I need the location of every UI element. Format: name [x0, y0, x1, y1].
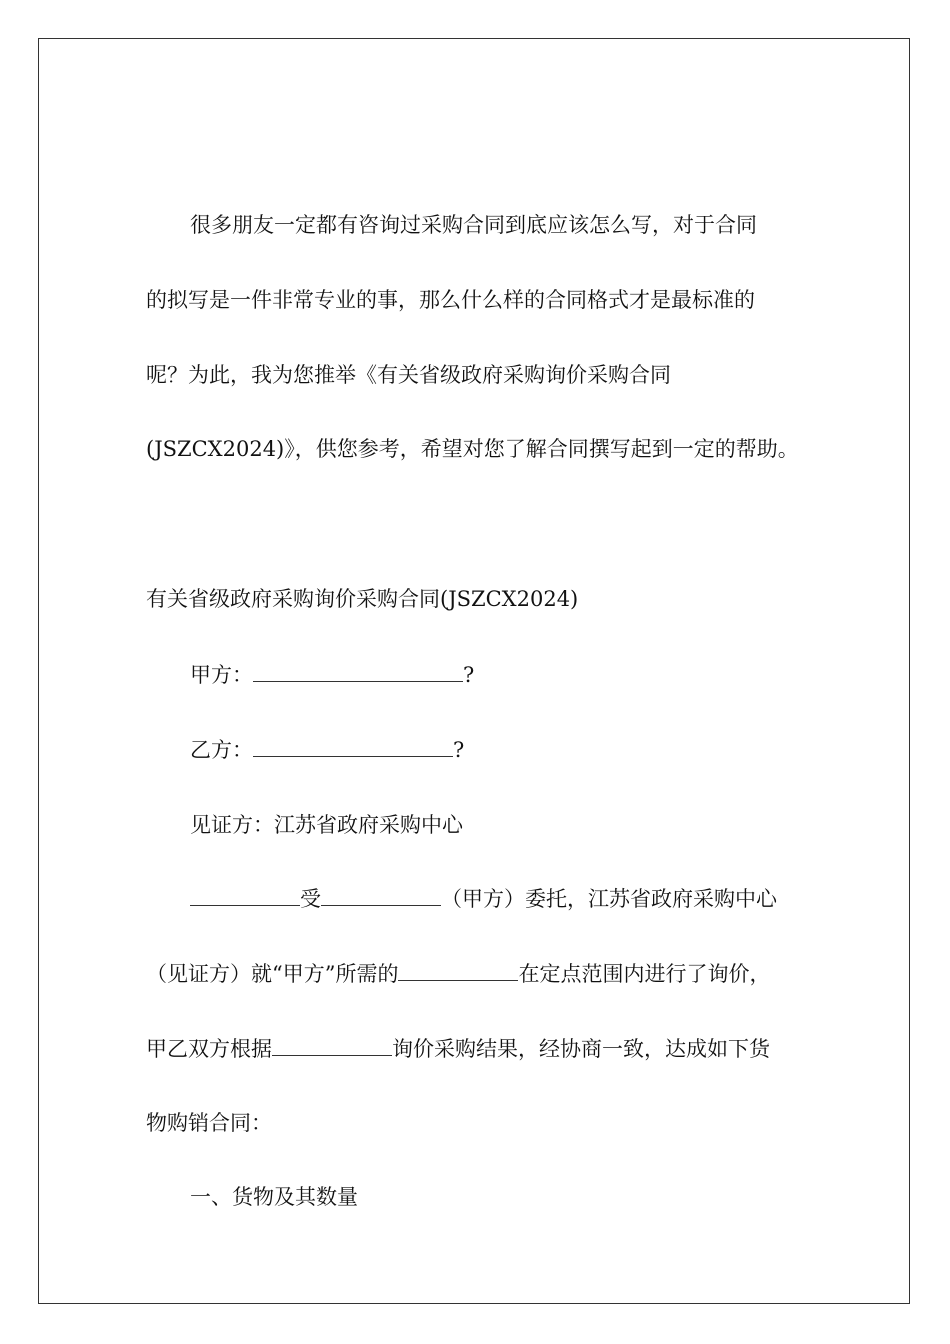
para-3-text-a: 甲乙双方根据	[146, 1037, 272, 1061]
para-1-blank-1	[190, 885, 300, 906]
intro-line-1: 很多朋友一定都有咨询过采购合同到底应该怎么写，对于合同	[190, 213, 757, 237]
para-1-text-a: 受	[300, 887, 321, 911]
para-3-blank	[272, 1035, 392, 1056]
intro-line-4: (JSZCX2024)》，供您参考，希望对您了解合同撰写起到一定的帮助。	[146, 437, 799, 461]
para-1-text-b: （甲方）委托，江苏省政府采购中心	[441, 887, 777, 911]
party-b-blank	[253, 736, 453, 757]
para-3	[146, 1034, 770, 1064]
para-2-blank	[398, 960, 518, 981]
intro-line-3: 呢？为此，我为您推举《有关省级政府采购询价采购合同	[146, 363, 671, 387]
party-b-suffix: ?	[453, 738, 465, 762]
party-a-label: 甲方：	[190, 663, 253, 687]
witness-line: 见证方：江苏省政府采购中心	[190, 813, 463, 837]
para-2-text-a: （见证方）就“甲方”所需的	[146, 962, 399, 986]
para-4: 物购销合同：	[146, 1111, 272, 1135]
para-1	[190, 884, 777, 914]
para-2	[146, 959, 770, 989]
intro-line-2: 的拟写是一件非常专业的事，那么什么样的合同格式才是最标准的	[146, 288, 755, 312]
party-b-line	[190, 735, 464, 765]
contract-title: 有关省级政府采购询价采购合同(JSZCX2024)	[146, 587, 579, 611]
para-2-text-b: 在定点范围内进行了询价，	[518, 962, 771, 986]
section-heading-1: 一、货物及其数量	[190, 1185, 358, 1209]
para-3-text-b: 询价采购结果，经协商一致，达成如下货	[392, 1037, 770, 1061]
para-1-blank-2	[321, 885, 441, 906]
party-a-line	[190, 660, 474, 690]
party-b-label: 乙方：	[190, 738, 253, 762]
party-a-blank	[253, 661, 463, 682]
party-a-suffix: ?	[463, 663, 475, 687]
